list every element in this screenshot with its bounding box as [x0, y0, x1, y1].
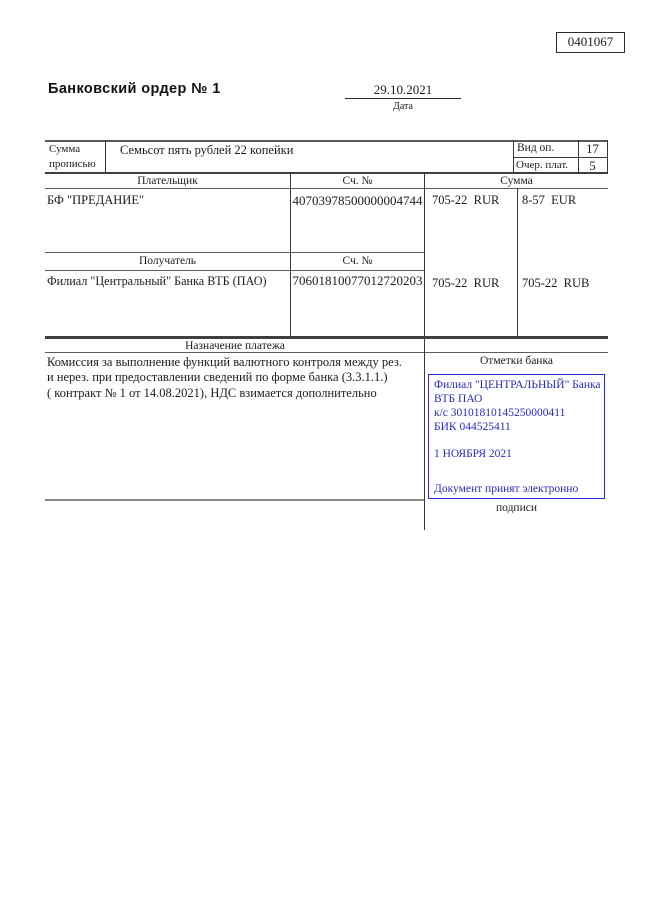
sum-column-header: Сумма — [500, 175, 533, 187]
bank-marks-header: Отметки банка — [480, 354, 553, 367]
op-type-value: 17 — [586, 142, 599, 156]
rule-above-purpose — [45, 336, 608, 339]
date-value: 29.10.2021 — [373, 82, 433, 97]
date-underline — [345, 98, 461, 100]
border-sum-words-label — [105, 140, 106, 174]
bank-stamp — [428, 374, 605, 499]
sum-in-words-label-line2: прописью — [49, 158, 96, 170]
stamp-bik: БИК 044525411 — [434, 421, 511, 433]
op-type-label: Вид оп. — [517, 142, 555, 154]
payer-column-header: Плательщик — [137, 175, 198, 187]
purpose-line-3: ( контракт № 1 от 14.08.2021), НДС взимается дополнительно — [47, 385, 377, 400]
purpose-text — [47, 355, 423, 402]
rule-purpose-bottom — [45, 499, 425, 501]
date-label: Дата — [393, 101, 413, 112]
priority-value: 5 — [589, 158, 596, 173]
purpose-line-2: и нерез. при предоставлении сведений по форме банка (3.3.1.1.) — [47, 370, 388, 384]
rule-below-purpose-header — [45, 352, 608, 354]
payer-amount-eur: 8-57 EUR — [522, 193, 577, 207]
recipient-column-header: Получатель — [138, 255, 197, 267]
sum-in-words-label — [49, 142, 103, 172]
account-column-header: Сч. № — [342, 175, 373, 187]
recipient-amount-rur: 705-22 RUR — [432, 275, 500, 290]
recipient-account: 70601810077012720203 — [292, 273, 423, 288]
payer-account: 40703978500000004744 — [292, 192, 423, 208]
signatures-label: подписи — [496, 502, 537, 514]
rule-below-sum-words — [45, 172, 608, 175]
rule-below-column-headers — [45, 188, 608, 190]
purpose-header: Назначение платежа — [185, 339, 285, 352]
stamp-corr-account: к/с 30101810145250000411 — [434, 407, 566, 419]
border-account-sum — [424, 173, 425, 530]
bank-stamp-text — [434, 378, 601, 495]
document-title: Банковский ордер № 1 — [48, 81, 221, 97]
stamp-date: 1 НОЯБРЯ 2021 — [434, 448, 512, 460]
recipient-account-column-header: Сч. № — [342, 255, 373, 267]
sum-in-words-label-line1: Сумма — [49, 143, 81, 155]
purpose-line-1: Комиссия за выполнение функций валютного контроля между рез. — [47, 354, 402, 369]
payer-amount-rur: 705-22 RUR — [432, 193, 500, 207]
rule-above-recipient-header — [45, 252, 425, 253]
recipient-amount-rub: 705-22 RUB — [522, 275, 590, 290]
sum-in-words-value: Семьсот пять рублей 22 копейки — [120, 143, 294, 157]
stamp-bank-name-line1: Филиал "ЦЕНТРАЛЬНЫЙ" Банка — [434, 379, 601, 391]
stamp-status: Документ принят электронно — [434, 483, 579, 495]
rule-below-recipient-header — [45, 270, 425, 271]
payer-name: БФ "ПРЕДАНИЕ" — [47, 193, 145, 207]
form-code-box — [556, 32, 625, 53]
stamp-bank-name-line2: ВТБ ПАО — [434, 393, 483, 405]
priority-label: Очер. плат. — [516, 159, 569, 171]
border-sum-subcolumns — [517, 188, 518, 337]
recipient-name: Филиал "Центральный" Банка ВТБ (ПАО) — [47, 273, 267, 288]
form-code: 0401067 — [567, 34, 614, 49]
